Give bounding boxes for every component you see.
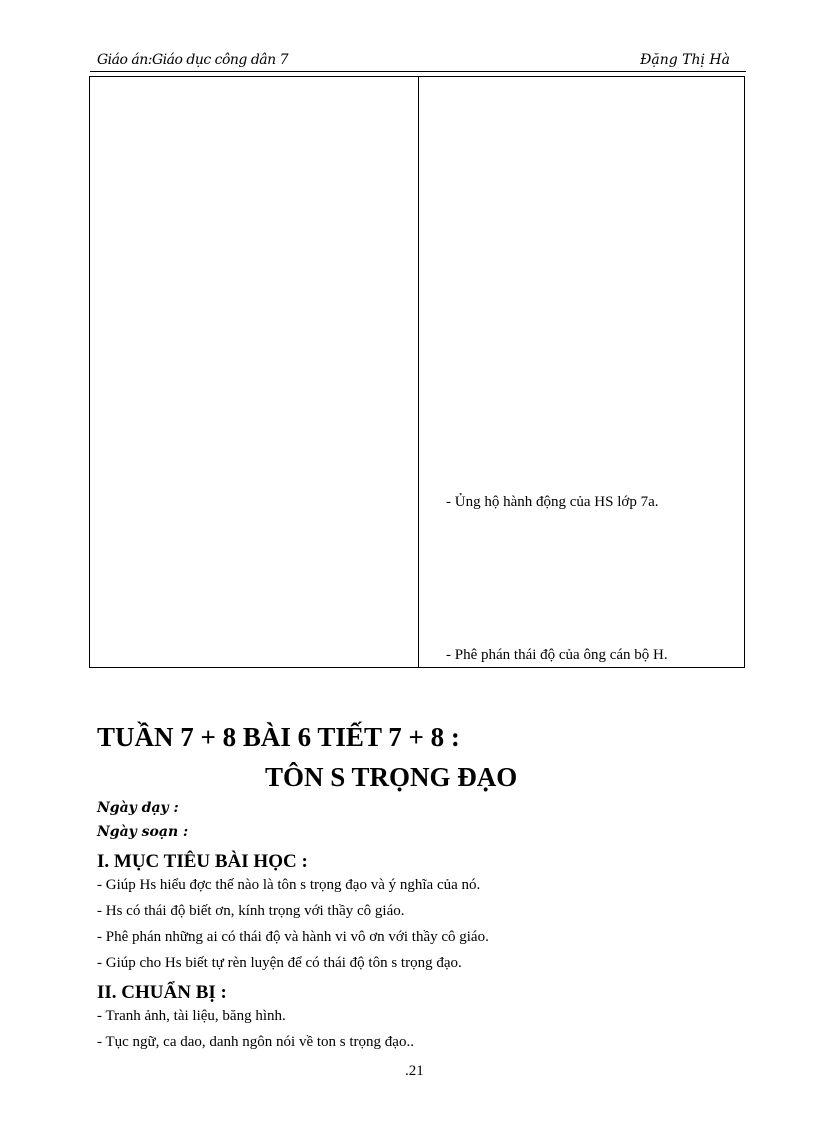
table-cell-line-1: - Ủng hộ hành động của HS lớp 7a. [446,494,659,510]
section-heading-objectives: I. MỤC TIÊU BÀI HỌC : [97,851,308,872]
objective-line: - Phê phán những ai có thái độ và hành vi vô ơn với thầy cô giáo. [97,929,489,945]
teach-date-label: Ngày dạy : [97,800,179,816]
prep-date-label: Ngày soạn : [97,824,189,840]
objective-line: - Giúp cho Hs biết tự rèn luyện để có thái độ tôn s trọng đạo. [97,955,462,971]
table-cell-line-2: - Phê phán thái độ của ông cán bộ H. [446,647,668,663]
header-left-text: Giáo án:Giáo dục công dân 7 [97,52,289,68]
preparation-line: - Tục ngữ, ca dao, danh ngôn nói về ton s trọng đạo.. [97,1034,414,1050]
page-number: .21 [405,1063,424,1079]
table-column-divider [418,77,419,667]
lesson-table [89,76,745,668]
objective-line: - Hs có thái độ biết ơn, kính trọng với thầy cô giáo. [97,903,405,919]
section-heading-preparation: II. CHUẨN BỊ : [97,982,227,1003]
objective-line: - Giúp Hs hiểu đợc thế nào là tôn s trọng đạo và ý nghĩa của nó. [97,877,481,893]
lesson-title-line-1: TUẦN 7 + 8 BÀI 6 TIẾT 7 + 8 : [97,722,460,752]
preparation-line: - Tranh ảnh, tài liệu, băng hình. [97,1008,286,1024]
header-right-text: Đặng Thị Hà [640,52,730,68]
header-divider [90,71,746,72]
lesson-title-line-2: TÔN S TRỌNG ĐẠO [265,762,518,792]
